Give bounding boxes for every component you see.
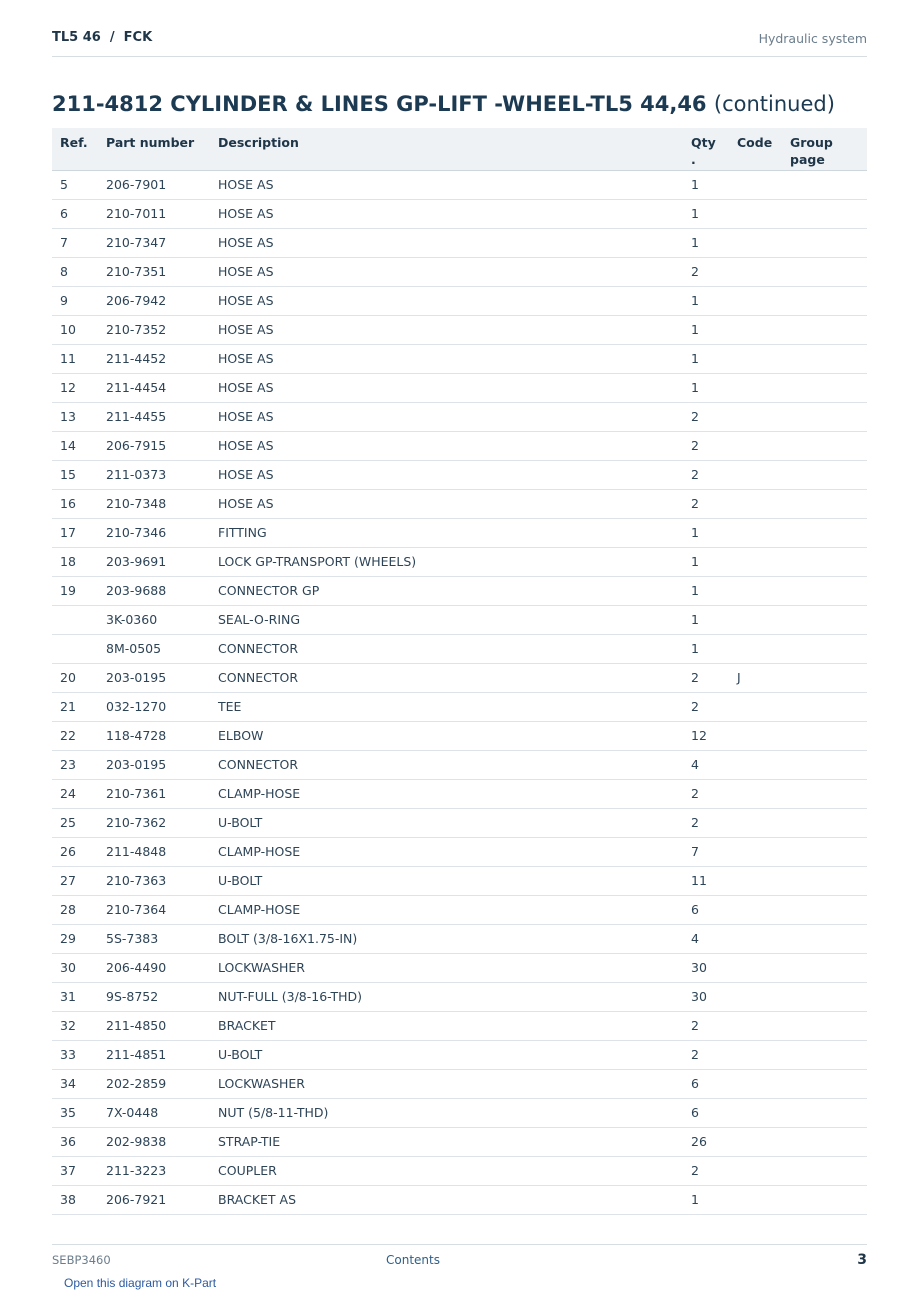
cell-code — [729, 692, 782, 721]
col-header-part-number: Part number — [98, 128, 210, 170]
cell-description: HOSE AS — [210, 373, 683, 402]
cell-code — [729, 1011, 782, 1040]
cell-part-number: 210-7011 — [98, 199, 210, 228]
cell-code — [729, 228, 782, 257]
cell-qty: 1 — [683, 605, 729, 634]
cell-ref: 25 — [52, 808, 98, 837]
cell-part-number: 210-7361 — [98, 779, 210, 808]
cell-group-page — [782, 779, 867, 808]
table-row — [52, 460, 867, 489]
table-row — [52, 663, 867, 692]
cell-group-page — [782, 489, 867, 518]
cell-group-page — [782, 431, 867, 460]
table-row — [52, 866, 867, 895]
cell-description: FITTING — [210, 518, 683, 547]
cell-ref: 32 — [52, 1011, 98, 1040]
cell-ref: 26 — [52, 837, 98, 866]
parts-table-body — [52, 170, 867, 1214]
cell-description: HOSE AS — [210, 228, 683, 257]
cell-code — [729, 257, 782, 286]
cell-part-number: 206-7921 — [98, 1185, 210, 1214]
table-row — [52, 1098, 867, 1127]
cell-part-number: 206-4490 — [98, 953, 210, 982]
cell-part-number: 206-7915 — [98, 431, 210, 460]
table-row — [52, 228, 867, 257]
cell-group-page — [782, 518, 867, 547]
cell-group-page — [782, 344, 867, 373]
cell-qty: 2 — [683, 1156, 729, 1185]
table-row — [52, 257, 867, 286]
cell-code — [729, 373, 782, 402]
table-row — [52, 1069, 867, 1098]
cell-ref: 31 — [52, 982, 98, 1011]
cell-code — [729, 837, 782, 866]
table-row — [52, 344, 867, 373]
cell-description: COUPLER — [210, 1156, 683, 1185]
table-row — [52, 982, 867, 1011]
cell-group-page — [782, 460, 867, 489]
cell-ref — [52, 634, 98, 663]
cell-code — [729, 924, 782, 953]
table-row — [52, 721, 867, 750]
cell-description: HOSE AS — [210, 460, 683, 489]
col-header-qty: Qty . — [683, 128, 729, 170]
table-row — [52, 779, 867, 808]
cell-code — [729, 547, 782, 576]
cell-code — [729, 605, 782, 634]
cell-group-page — [782, 1011, 867, 1040]
cell-group-page — [782, 895, 867, 924]
cell-ref: 27 — [52, 866, 98, 895]
table-row — [52, 953, 867, 982]
open-k-part-link[interactable]: Open this diagram on K-Part — [64, 1276, 217, 1290]
cell-code — [729, 315, 782, 344]
cell-code — [729, 402, 782, 431]
cell-ref: 38 — [52, 1185, 98, 1214]
cell-qty: 1 — [683, 373, 729, 402]
page-title — [52, 90, 835, 118]
cell-ref: 28 — [52, 895, 98, 924]
cell-ref: 9 — [52, 286, 98, 315]
cell-ref: 21 — [52, 692, 98, 721]
cell-ref: 36 — [52, 1127, 98, 1156]
page-header — [52, 28, 867, 57]
cell-qty: 1 — [683, 1185, 729, 1214]
cell-ref: 16 — [52, 489, 98, 518]
cell-ref: 30 — [52, 953, 98, 982]
cell-qty: 1 — [683, 576, 729, 605]
cell-group-page — [782, 286, 867, 315]
cell-description: CONNECTOR — [210, 663, 683, 692]
cell-qty: 11 — [683, 866, 729, 895]
cell-group-page — [782, 228, 867, 257]
cell-description: CONNECTOR — [210, 750, 683, 779]
cell-qty: 1 — [683, 344, 729, 373]
cell-description: U-BOLT — [210, 866, 683, 895]
cell-qty: 2 — [683, 808, 729, 837]
cell-code — [729, 982, 782, 1011]
cell-qty: 4 — [683, 924, 729, 953]
cell-qty: 1 — [683, 547, 729, 576]
cell-group-page — [782, 1069, 867, 1098]
cell-group-page — [782, 634, 867, 663]
cell-group-page — [782, 750, 867, 779]
cell-group-page — [782, 199, 867, 228]
table-row — [52, 1040, 867, 1069]
cell-group-page — [782, 808, 867, 837]
col-header-code: Code — [729, 128, 782, 170]
cell-part-number: 211-4452 — [98, 344, 210, 373]
cell-part-number: 202-2859 — [98, 1069, 210, 1098]
cell-part-number: 203-9691 — [98, 547, 210, 576]
contents-link[interactable]: Contents — [386, 1253, 440, 1267]
document-id: SEBP3460 — [52, 1253, 111, 1267]
cell-group-page — [782, 170, 867, 199]
table-row — [52, 605, 867, 634]
cell-group-page — [782, 257, 867, 286]
table-row — [52, 402, 867, 431]
cell-code — [729, 895, 782, 924]
cell-code — [729, 1069, 782, 1098]
cell-qty: 1 — [683, 518, 729, 547]
table-row — [52, 837, 867, 866]
cell-description: ELBOW — [210, 721, 683, 750]
cell-qty: 6 — [683, 1069, 729, 1098]
cell-qty: 30 — [683, 953, 729, 982]
table-row — [52, 750, 867, 779]
cell-code — [729, 953, 782, 982]
cell-qty: 2 — [683, 257, 729, 286]
table-row — [52, 315, 867, 344]
cell-part-number: 211-4848 — [98, 837, 210, 866]
cell-qty: 1 — [683, 286, 729, 315]
cell-description: HOSE AS — [210, 199, 683, 228]
cell-description: TEE — [210, 692, 683, 721]
cell-part-number: 211-4455 — [98, 402, 210, 431]
cell-description: CLAMP-HOSE — [210, 895, 683, 924]
cell-ref: 10 — [52, 315, 98, 344]
cell-description: HOSE AS — [210, 489, 683, 518]
cell-qty: 7 — [683, 837, 729, 866]
cell-description: HOSE AS — [210, 170, 683, 199]
cell-group-page — [782, 402, 867, 431]
cell-qty: 30 — [683, 982, 729, 1011]
cell-code — [729, 518, 782, 547]
cell-qty: 2 — [683, 489, 729, 518]
table-row — [52, 286, 867, 315]
cell-description: CONNECTOR — [210, 634, 683, 663]
page-number: 3 — [857, 1252, 867, 1268]
page-title-main: 211-4812 CYLINDER & LINES GP-LIFT -WHEEL-TL5 44,46 — [52, 92, 707, 116]
cell-qty: 1 — [683, 199, 729, 228]
cell-code — [729, 286, 782, 315]
cell-part-number: 210-7352 — [98, 315, 210, 344]
cell-code — [729, 866, 782, 895]
cell-description: CLAMP-HOSE — [210, 837, 683, 866]
table-row — [52, 576, 867, 605]
cell-group-page — [782, 1040, 867, 1069]
table-row — [52, 489, 867, 518]
cell-code — [729, 576, 782, 605]
cell-part-number: 211-4454 — [98, 373, 210, 402]
cell-part-number: 206-7942 — [98, 286, 210, 315]
cell-group-page — [782, 373, 867, 402]
cell-part-number: 9S-8752 — [98, 982, 210, 1011]
cell-description: CONNECTOR GP — [210, 576, 683, 605]
cell-ref: 29 — [52, 924, 98, 953]
table-row — [52, 518, 867, 547]
cell-group-page — [782, 721, 867, 750]
cell-qty: 2 — [683, 402, 729, 431]
cell-code — [729, 721, 782, 750]
cell-code — [729, 1098, 782, 1127]
cell-group-page — [782, 1156, 867, 1185]
cell-qty: 26 — [683, 1127, 729, 1156]
cell-description: BRACKET AS — [210, 1185, 683, 1214]
cell-code — [729, 634, 782, 663]
cell-group-page — [782, 866, 867, 895]
cell-ref: 6 — [52, 199, 98, 228]
cell-qty: 12 — [683, 721, 729, 750]
cell-qty: 1 — [683, 228, 729, 257]
cell-group-page — [782, 924, 867, 953]
table-row — [52, 1185, 867, 1214]
cell-description: LOCKWASHER — [210, 1069, 683, 1098]
cell-description: NUT (5/8-11-THD) — [210, 1098, 683, 1127]
table-row — [52, 895, 867, 924]
cell-part-number: 206-7901 — [98, 170, 210, 199]
cell-ref: 37 — [52, 1156, 98, 1185]
cell-group-page — [782, 315, 867, 344]
cell-group-page — [782, 953, 867, 982]
cell-code: J — [729, 663, 782, 692]
cell-qty: 2 — [683, 1011, 729, 1040]
parts-table-header — [52, 128, 867, 170]
cell-part-number: 5S-7383 — [98, 924, 210, 953]
col-header-description: Description — [210, 128, 683, 170]
cell-description: LOCKWASHER — [210, 953, 683, 982]
cell-group-page — [782, 982, 867, 1011]
cell-code — [729, 1127, 782, 1156]
cell-description: STRAP-TIE — [210, 1127, 683, 1156]
cell-group-page — [782, 692, 867, 721]
table-row — [52, 1127, 867, 1156]
cell-group-page — [782, 837, 867, 866]
footer-divider — [52, 1244, 867, 1245]
cell-code — [729, 344, 782, 373]
cell-qty: 2 — [683, 692, 729, 721]
cell-group-page — [782, 663, 867, 692]
cell-qty: 2 — [683, 779, 729, 808]
cell-ref: 34 — [52, 1069, 98, 1098]
cell-code — [729, 750, 782, 779]
cell-part-number: 203-0195 — [98, 750, 210, 779]
table-row — [52, 373, 867, 402]
cell-part-number: 210-7364 — [98, 895, 210, 924]
cell-code — [729, 1040, 782, 1069]
cell-part-number: 118-4728 — [98, 721, 210, 750]
table-row — [52, 170, 867, 199]
cell-group-page — [782, 1098, 867, 1127]
page-title-suffix: (continued) — [713, 92, 835, 116]
cell-code — [729, 460, 782, 489]
cell-description: HOSE AS — [210, 431, 683, 460]
cell-qty: 6 — [683, 1098, 729, 1127]
cell-qty: 2 — [683, 663, 729, 692]
table-row — [52, 199, 867, 228]
cell-ref: 24 — [52, 779, 98, 808]
cell-part-number: 211-3223 — [98, 1156, 210, 1185]
section-label: Hydraulic system — [758, 31, 867, 46]
cell-qty: 2 — [683, 431, 729, 460]
cell-ref: 33 — [52, 1040, 98, 1069]
breadcrumb: TL5 46 / FCK — [52, 30, 153, 45]
cell-description: BRACKET — [210, 1011, 683, 1040]
cell-ref: 23 — [52, 750, 98, 779]
cell-group-page — [782, 547, 867, 576]
cell-ref: 22 — [52, 721, 98, 750]
cell-qty: 1 — [683, 170, 729, 199]
cell-part-number: 210-7347 — [98, 228, 210, 257]
cell-description: HOSE AS — [210, 286, 683, 315]
cell-part-number: 211-4850 — [98, 1011, 210, 1040]
cell-qty: 1 — [683, 634, 729, 663]
cell-description: HOSE AS — [210, 257, 683, 286]
cell-ref: 5 — [52, 170, 98, 199]
cell-ref: 19 — [52, 576, 98, 605]
cell-ref: 18 — [52, 547, 98, 576]
cell-part-number: 203-0195 — [98, 663, 210, 692]
cell-description: SEAL-O-RING — [210, 605, 683, 634]
cell-part-number: 032-1270 — [98, 692, 210, 721]
cell-code — [729, 808, 782, 837]
cell-ref: 13 — [52, 402, 98, 431]
cell-group-page — [782, 1185, 867, 1214]
col-header-ref: Ref. — [52, 128, 98, 170]
cell-code — [729, 170, 782, 199]
table-row — [52, 547, 867, 576]
table-row — [52, 431, 867, 460]
cell-group-page — [782, 1127, 867, 1156]
header-row — [52, 128, 867, 170]
cell-ref: 14 — [52, 431, 98, 460]
cell-qty: 4 — [683, 750, 729, 779]
col-header-group-page: Group page — [782, 128, 867, 170]
parts-table — [52, 128, 867, 1215]
cell-group-page — [782, 605, 867, 634]
cell-part-number: 210-7351 — [98, 257, 210, 286]
cell-code — [729, 431, 782, 460]
cell-code — [729, 489, 782, 518]
cell-group-page — [782, 576, 867, 605]
cell-code — [729, 1185, 782, 1214]
cell-qty: 2 — [683, 1040, 729, 1069]
cell-qty: 2 — [683, 460, 729, 489]
cell-part-number: 210-7346 — [98, 518, 210, 547]
cell-description: HOSE AS — [210, 315, 683, 344]
table-row — [52, 634, 867, 663]
table-row — [52, 924, 867, 953]
cell-ref: 20 — [52, 663, 98, 692]
cell-part-number: 210-7363 — [98, 866, 210, 895]
cell-part-number: 202-9838 — [98, 1127, 210, 1156]
cell-part-number: 8M-0505 — [98, 634, 210, 663]
cell-ref: 17 — [52, 518, 98, 547]
table-row — [52, 1156, 867, 1185]
cell-description: U-BOLT — [210, 808, 683, 837]
cell-ref: 12 — [52, 373, 98, 402]
cell-part-number: 210-7348 — [98, 489, 210, 518]
cell-description: LOCK GP-TRANSPORT (WHEELS) — [210, 547, 683, 576]
cell-qty: 6 — [683, 895, 729, 924]
table-row — [52, 1011, 867, 1040]
cell-ref: 15 — [52, 460, 98, 489]
cell-part-number: 203-9688 — [98, 576, 210, 605]
cell-part-number: 211-0373 — [98, 460, 210, 489]
table-row — [52, 808, 867, 837]
cell-description: NUT-FULL (3/8-16-THD) — [210, 982, 683, 1011]
cell-description: U-BOLT — [210, 1040, 683, 1069]
cell-qty: 1 — [683, 315, 729, 344]
cell-part-number: 3K-0360 — [98, 605, 210, 634]
cell-ref: 35 — [52, 1098, 98, 1127]
cell-ref — [52, 605, 98, 634]
cell-part-number: 210-7362 — [98, 808, 210, 837]
cell-code — [729, 1156, 782, 1185]
cell-ref: 11 — [52, 344, 98, 373]
cell-part-number: 211-4851 — [98, 1040, 210, 1069]
cell-description: BOLT (3/8-16X1.75-IN) — [210, 924, 683, 953]
cell-part-number: 7X-0448 — [98, 1098, 210, 1127]
table-row — [52, 692, 867, 721]
cell-description: HOSE AS — [210, 402, 683, 431]
cell-code — [729, 199, 782, 228]
cell-code — [729, 779, 782, 808]
cell-description: CLAMP-HOSE — [210, 779, 683, 808]
cell-description: HOSE AS — [210, 344, 683, 373]
cell-ref: 8 — [52, 257, 98, 286]
cell-ref: 7 — [52, 228, 98, 257]
